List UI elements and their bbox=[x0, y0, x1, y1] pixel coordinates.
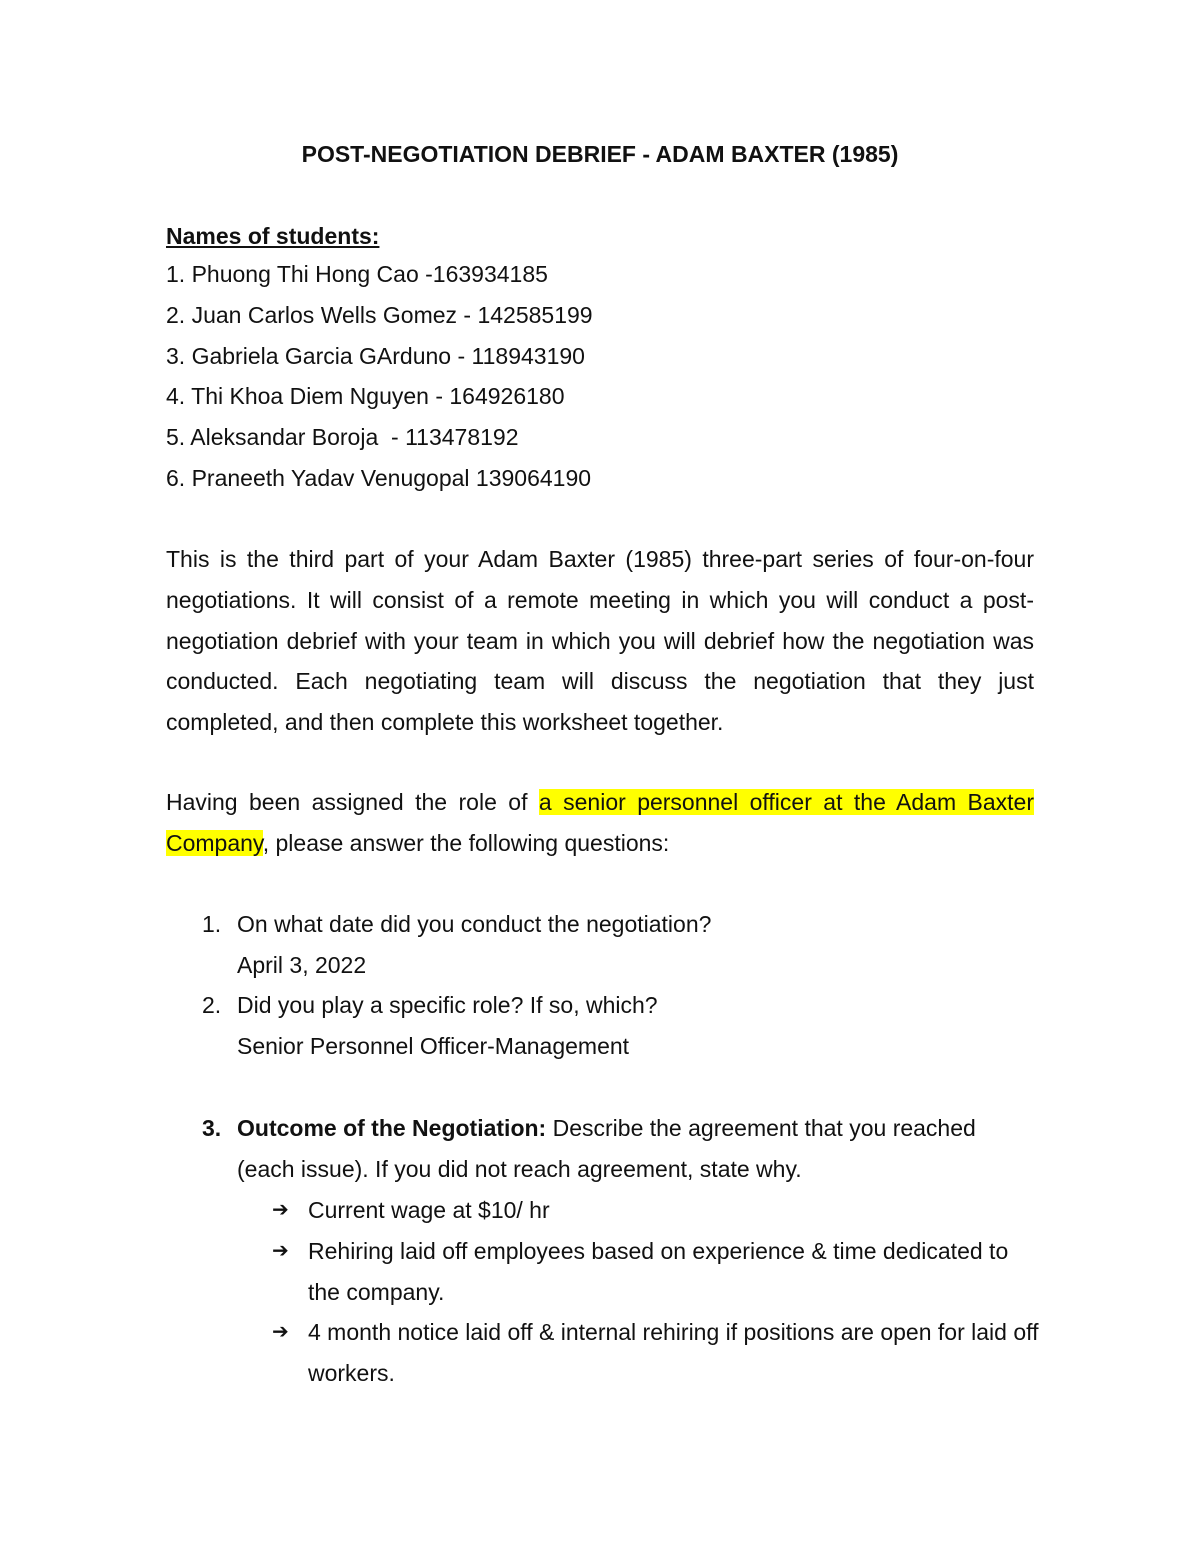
student-item: 6. Praneeth Yadav Venugopal 139064190 bbox=[166, 464, 592, 491]
outcome-bullet bbox=[272, 1312, 1042, 1394]
role-text-before: Having been assigned the role of bbox=[166, 789, 539, 815]
role-paragraph bbox=[166, 782, 1034, 864]
question-number: 2. bbox=[202, 992, 222, 1018]
outcome-bullet-list bbox=[272, 1190, 1042, 1394]
right-arrow-icon: ➔ bbox=[272, 1239, 289, 1262]
role-highlight: a senior personnel officer at the Adam Baxter Company bbox=[166, 789, 1035, 856]
question-number: 1. bbox=[202, 911, 222, 937]
question-text: Describe the agreement that you reached (each issue). If you did not reach agreement, state why. bbox=[237, 1115, 976, 1182]
question-answer: April 3, 2022 bbox=[237, 951, 367, 978]
students-heading: Names of students: bbox=[166, 223, 380, 249]
outcome-bullet bbox=[272, 1190, 1042, 1231]
student-item: 4. Thi Khoa Diem Nguyen - 164926180 bbox=[166, 383, 565, 410]
outcome-bullet-text: Rehiring laid off employees based on experience & time dedicated to the company. bbox=[308, 1237, 1009, 1305]
outcome-bullet-text: 4 month notice laid off & internal rehiring if positions are open for laid off workers. bbox=[308, 1319, 1039, 1387]
question-heading: Outcome of the Negotiation: bbox=[237, 1115, 547, 1141]
right-arrow-icon: ➔ bbox=[272, 1321, 289, 1344]
outcome-bullet-text: Current wage at $10/ hr bbox=[308, 1197, 550, 1223]
student-item: 5. Aleksandar Boroja - 113478192 bbox=[166, 424, 519, 451]
intro-paragraph: This is the third part of your Adam Baxter (1985) three-part series of four-on-four negotiations. It will consist of a remote meeting in which you will conduct a post-negotiation debrief with your team in which you will debrief how the negotiation was conducted. Each negotiating team will discuss the negotiation that they just completed, and then complete this worksheet together. bbox=[166, 546, 1034, 736]
document-title: POST-NEGOTIATION DEBRIEF - ADAM BAXTER (1985) bbox=[301, 141, 899, 167]
right-arrow-icon: ➔ bbox=[272, 1199, 289, 1221]
student-item: 1. Phuong Thi Hong Cao -163934185 bbox=[166, 261, 548, 287]
student-list bbox=[166, 258, 593, 503]
student-item: 2. Juan Carlos Wells Gomez - 142585199 bbox=[166, 301, 593, 328]
question-number: 3. bbox=[202, 1115, 222, 1141]
student-item: 3. Gabriela Garcia GArduno - 118943190 bbox=[166, 342, 585, 369]
question-text: On what date did you conduct the negotiation? bbox=[237, 911, 712, 937]
outcome-bullet bbox=[272, 1231, 1042, 1313]
question-answer: Senior Personnel Officer-Management bbox=[237, 1032, 630, 1059]
question-text: Did you play a specific role? If so, which? bbox=[237, 992, 658, 1018]
role-text-after: , please answer the following questions: bbox=[262, 829, 670, 856]
